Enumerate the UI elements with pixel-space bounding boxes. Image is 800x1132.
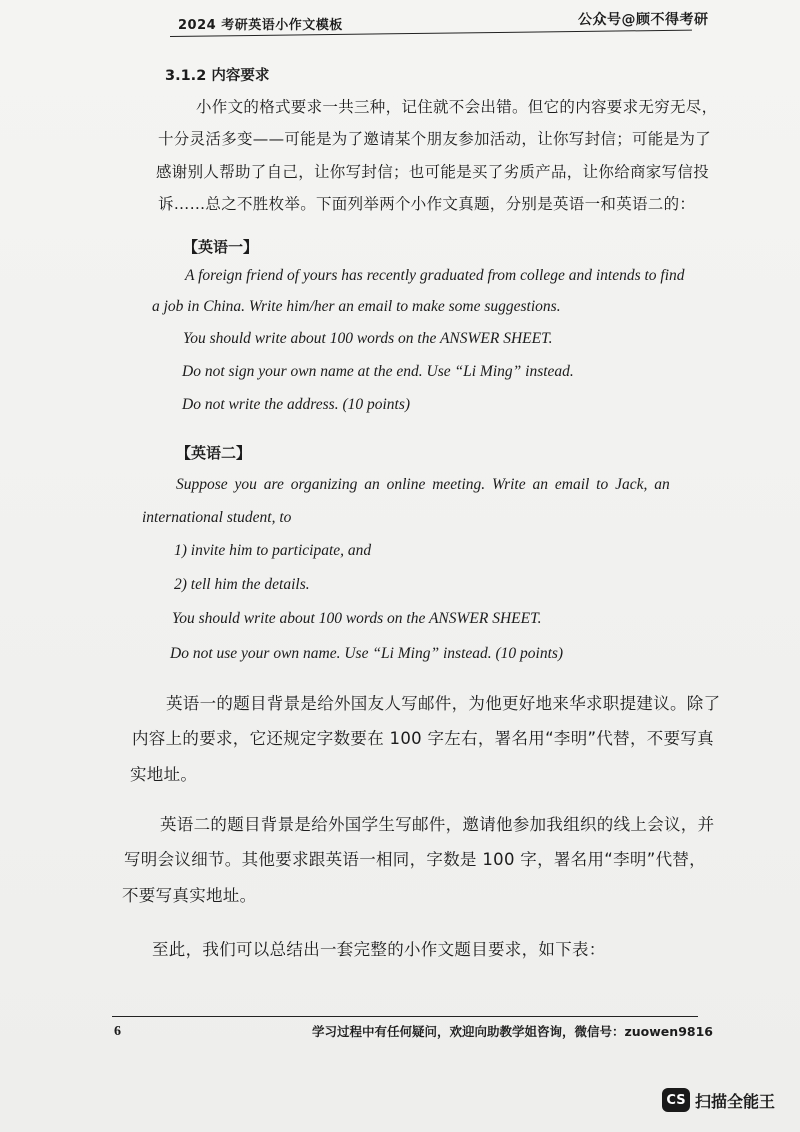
exam1-line: Do not write the address. (10 points): [182, 396, 411, 413]
analysis1-line: 内容上的要求，它还规定字数要在 100 字左右，署名用“李明”代替，不要写真: [132, 729, 714, 748]
intro-line: 小作文的格式要求一共三种，记住就不会出错。但它的内容要求无穷无尽，: [196, 98, 718, 116]
exam1-line: A foreign friend of yours has recently graduated from college and intends to find: [185, 267, 685, 284]
exam2-label: 【英语二】: [176, 444, 252, 462]
exam2-line: 2) tell him the details.: [174, 576, 310, 593]
exam2-line: international student, to: [142, 509, 292, 526]
footer-rule: [112, 1016, 698, 1017]
camscanner-logo-icon: CS: [662, 1088, 690, 1112]
analysis1-line: 英语一的题目背景是给外国友人写邮件，为他更好地来华求职提建议。除了: [166, 694, 721, 713]
exam2-line: Do not use your own name. Use “Li Ming” instead. (10 points): [170, 645, 564, 662]
scanner-watermark: [662, 1088, 775, 1112]
exam2-line: You should write about 100 words on the ANSWER SHEET.: [172, 610, 542, 627]
footer-text: 学习过程中有任何疑问，欢迎向助教学姐咨询，微信号：zuowen9816: [312, 1024, 713, 1039]
intro-line: 诉……总之不胜枚举。下面列举两个小作文真题，分别是英语一和英语二的：: [158, 195, 696, 213]
analysis2-line: 英语二的题目背景是给外国学生写邮件，邀请他参加我组织的线上会议，并: [160, 815, 715, 834]
analysis2-line: 不要写真实地址。: [122, 886, 257, 905]
header-account: 公众号@顾不得考研: [578, 12, 709, 28]
section-title: 3.1.2 内容要求: [165, 68, 270, 84]
exam1-line: a job in China. Write him/her an email to make some suggestions.: [152, 298, 561, 315]
exam1-label: 【英语一】: [183, 238, 259, 256]
exam1-line: You should write about 100 words on the ANSWER SHEET.: [183, 330, 553, 347]
intro-line: 十分灵活多变——可能是为了邀请某个朋友参加活动，让你写封信；可能是为了: [158, 130, 712, 148]
header-title: 2024 考研英语小作文模板: [178, 18, 343, 33]
analysis2-line: 写明会议细节。其他要求跟英语一相同，字数是 100 字，署名用“李明”代替，: [124, 850, 706, 869]
exam2-line: 1) invite him to participate, and: [174, 542, 372, 559]
page-number: 6: [114, 1024, 121, 1039]
watermark-label: 扫描全能王: [695, 1091, 776, 1111]
exam2-line: Suppose you are organizing an online meeting. Write an email to Jack, an: [176, 476, 670, 493]
exam1-line: Do not sign your own name at the end. Use “Li Ming” instead.: [182, 363, 574, 380]
analysis1-line: 实地址。: [130, 765, 198, 784]
intro-line: 感谢别人帮助了自己，让你写封信；也可能是买了劣质产品，让你给商家写信投: [156, 163, 710, 181]
conclusion-line: 至此，我们可以总结出一套完整的小作文题目要求，如下表：: [152, 940, 606, 959]
